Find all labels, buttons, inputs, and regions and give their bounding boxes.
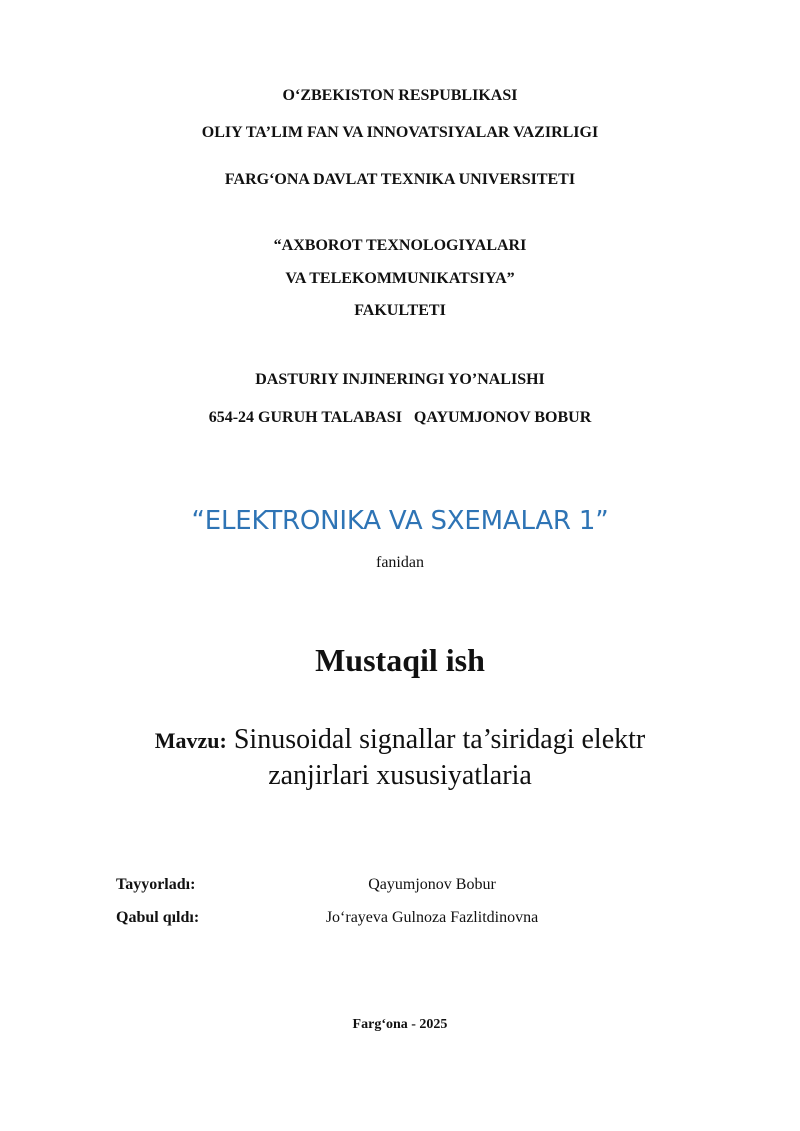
direction-heading: DASTURIY INJINERINGI YO’NALISHI	[255, 371, 545, 388]
faculty-heading-line2: VA TELEKOMMUNIKATSIYA”	[285, 270, 515, 287]
prepared-value: Qayumjonov Bobur	[368, 876, 496, 893]
accepted-value: Jo‘rayeva Gulnoza Fazlitdinovna	[325, 909, 539, 926]
topic-line1	[0, 722, 800, 759]
republic-heading: O‘ZBEKISTON RESPUBLIKASI	[282, 87, 518, 104]
topic-line2: zanjirlari xususiyatlaria	[268, 760, 532, 791]
prepared-label: Tayyorladı:	[116, 876, 196, 893]
topic-text-line1: Sinusoidal signallar ta’siridagi elektr	[233, 724, 646, 755]
subject-title: “ELEKTRONIKA VA SXEMALAR 1”	[191, 506, 609, 536]
faculty-heading-line1: “AXBOROT TEXNOLOGIYALARI	[273, 237, 527, 254]
ministry-heading: OLIY TA’LIM FAN VA INNOVATSIYALAR VAZIRLIGI	[201, 124, 599, 141]
university-heading: FARG‘ONA DAVLAT TEXNIKA UNIVERSITETI	[224, 171, 576, 188]
student-heading: 654-24 GURUH TALABASI QAYUMJONOV BOBUR	[208, 409, 592, 426]
topic-label: Mavzu:	[154, 728, 227, 753]
subject-suffix: fanidan	[376, 554, 424, 571]
work-type-title: Mustaqil ish	[315, 642, 485, 678]
faculty-heading-line3: FAKULTETI	[354, 302, 446, 319]
place-year-footer: Farg‘ona - 2025	[352, 1017, 448, 1032]
accepted-label: Qabul qıldı:	[116, 909, 200, 926]
